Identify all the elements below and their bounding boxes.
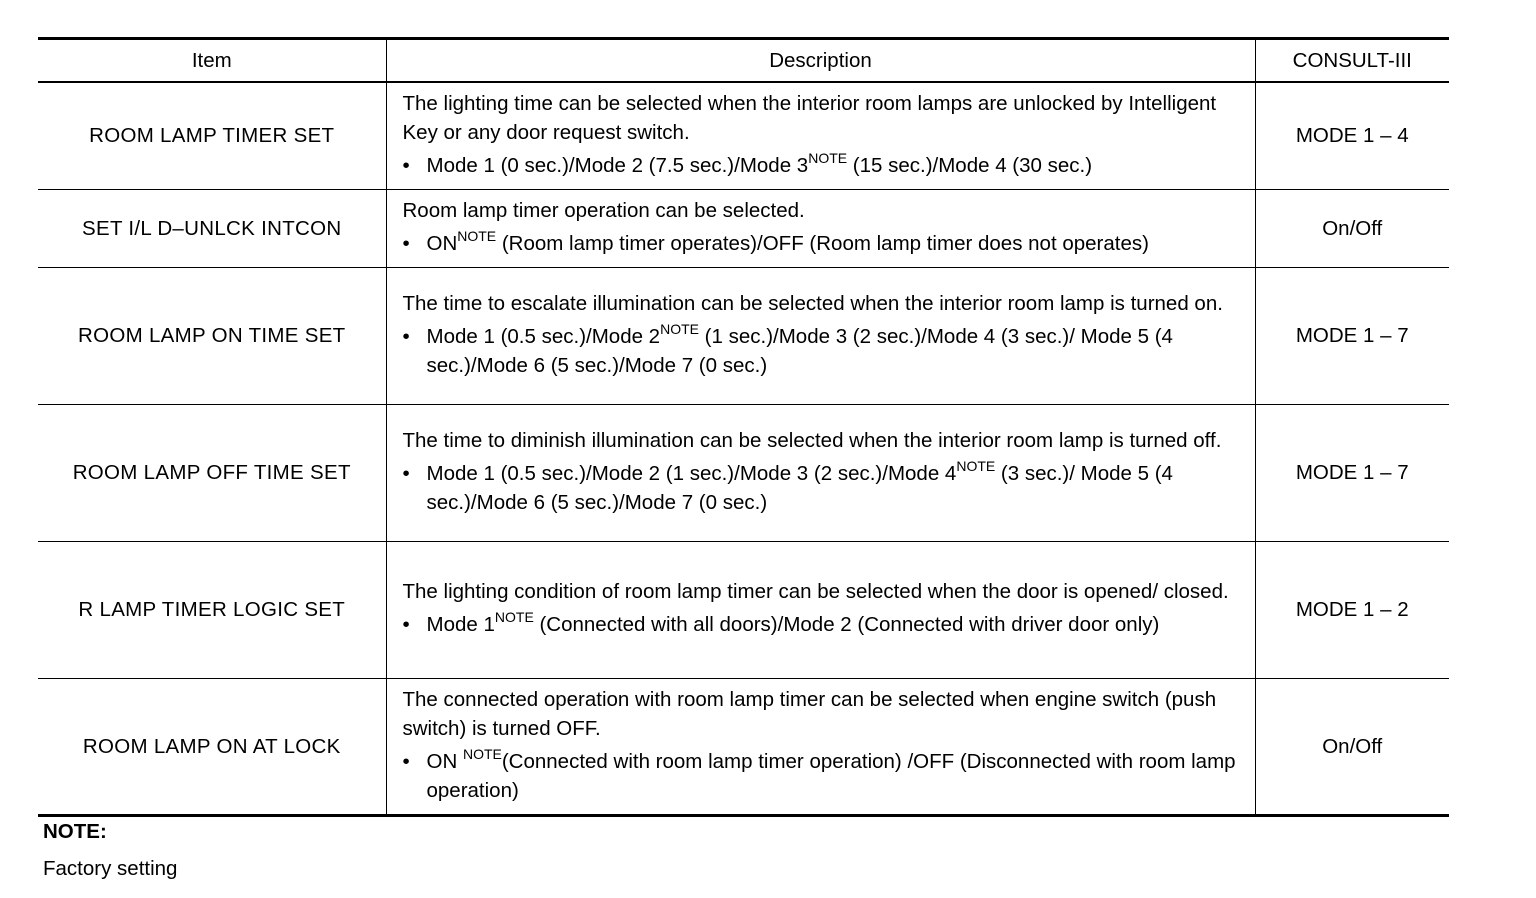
- bullet-text: [427, 747, 1249, 805]
- bullet-text: [427, 610, 1249, 639]
- bullet-item: [403, 459, 1249, 517]
- item-name: SET I/L D–UNLCK INTCON: [82, 216, 342, 240]
- consult-value: MODE 1 – 4: [1255, 82, 1449, 189]
- bullet-item: [403, 747, 1249, 805]
- table-row: [38, 404, 1449, 541]
- description-text: The lighting condition of room lamp timer can be selected when the door is opened/ closed.: [402, 580, 1229, 603]
- table-row: [38, 541, 1449, 678]
- bullet-marker: •: [402, 231, 410, 255]
- description-cell: [386, 189, 1255, 267]
- bullet-text-before: Mode 1 (0.5 sec.)/Mode 2 (1 sec.)/Mode 3 (2 sec.)/Mode 4: [426, 461, 957, 485]
- table-row: [38, 267, 1449, 404]
- header-description: Description: [386, 39, 1255, 83]
- note-superscript: NOTE: [956, 457, 996, 474]
- bullet-text-before: ON: [426, 231, 458, 255]
- bullet-item: [403, 610, 1249, 639]
- note-body: Factory setting: [43, 857, 178, 880]
- description-cell: [386, 678, 1255, 815]
- table-header-row: [38, 39, 1449, 83]
- bullet-text-after: (15 sec.)/Mode 4 (30 sec.): [847, 153, 1093, 177]
- description-text: The connected operation with room lamp timer can be selected when engine switch (push switch) is turned OFF.: [402, 687, 1217, 740]
- bullet-marker: •: [402, 461, 410, 485]
- note-heading: NOTE:: [43, 820, 107, 843]
- table-row: [38, 189, 1449, 267]
- item-name: ROOM LAMP OFF TIME SET: [72, 461, 351, 484]
- bullet-item: [403, 229, 1249, 258]
- bullet-item: [403, 322, 1249, 380]
- bullet-text: [427, 322, 1249, 380]
- description-text: Room lamp timer operation can be selected.: [402, 198, 805, 222]
- bullet-item: [403, 151, 1249, 180]
- description-cell: [386, 267, 1255, 404]
- bullet-text-before: Mode 1: [426, 613, 495, 636]
- consult-value: On/Off: [1255, 678, 1449, 815]
- settings-table: [38, 37, 1449, 817]
- description-text: The lighting time can be selected when the interior room lamps are unlocked by Intelligent Key or any door request switch.: [402, 91, 1217, 144]
- description-text: The time to escalate illumination can be selected when the interior room lamp is turned on.: [402, 291, 1223, 315]
- note-superscript: NOTE: [660, 320, 699, 337]
- table-row: [38, 82, 1449, 189]
- description-text: The time to diminish illumination can be selected when the interior room lamp is turned off.: [402, 428, 1222, 452]
- bullet-text-before: Mode 1 (0.5 sec.)/Mode 2: [426, 324, 661, 348]
- description-cell: [386, 541, 1255, 678]
- note-superscript: NOTE: [494, 609, 534, 625]
- note-superscript: NOTE: [462, 745, 502, 762]
- header-consult: CONSULT-III: [1255, 39, 1449, 83]
- consult-value: On/Off: [1255, 189, 1449, 267]
- header-item: Item: [191, 49, 232, 72]
- bullet-text: [427, 229, 1249, 258]
- bullet-text-after: (1 sec.)/Mode 3 (2 sec.)/Mode 4 (3 sec.)/ Mode 5 (4 sec.)/Mode 6 (5 sec.)/Mode 7 (0 sec.): [426, 324, 1173, 377]
- bullet-marker: •: [402, 749, 410, 773]
- bullet-text-after: (3 sec.)/ Mode 5 (4 sec.)/Mode 6 (5 sec.)/Mode 7 (0 sec.): [426, 461, 1173, 514]
- bullet-text: [427, 459, 1249, 517]
- consult-value: MODE 1 – 7: [1255, 404, 1449, 541]
- bullet-marker: •: [402, 613, 410, 636]
- table-row: [38, 678, 1449, 815]
- description-cell: [386, 82, 1255, 189]
- note-superscript: NOTE: [808, 149, 848, 166]
- bullet-text-after: (Connected with room lamp timer operation) /OFF (Disconnected with room lamp operation): [426, 749, 1236, 802]
- description-cell: [386, 404, 1255, 541]
- consult-value: MODE 1 – 7: [1255, 267, 1449, 404]
- note-superscript: NOTE: [457, 227, 497, 244]
- bullet-text-before: Mode 1 (0 sec.)/Mode 2 (7.5 sec.)/Mode 3: [426, 153, 809, 177]
- item-name: ROOM LAMP TIMER SET: [89, 124, 335, 148]
- bullet-marker: •: [402, 153, 410, 177]
- consult-value: MODE 1 – 2: [1255, 541, 1449, 678]
- bullet-text-after: (Room lamp timer operates)/OFF (Room lamp timer does not operates): [496, 231, 1149, 255]
- bullet-text-after: (Connected with all doors)/Mode 2 (Connected with driver door only): [533, 613, 1160, 636]
- table-body: [38, 82, 1449, 815]
- bullet-text-before: ON: [426, 749, 463, 773]
- bullet-marker: •: [402, 324, 410, 348]
- item-name: ROOM LAMP ON AT LOCK: [82, 734, 341, 758]
- item-name: ROOM LAMP ON TIME SET: [77, 324, 346, 347]
- bullet-text: [427, 151, 1249, 180]
- item-name: R LAMP TIMER LOGIC SET: [78, 598, 346, 621]
